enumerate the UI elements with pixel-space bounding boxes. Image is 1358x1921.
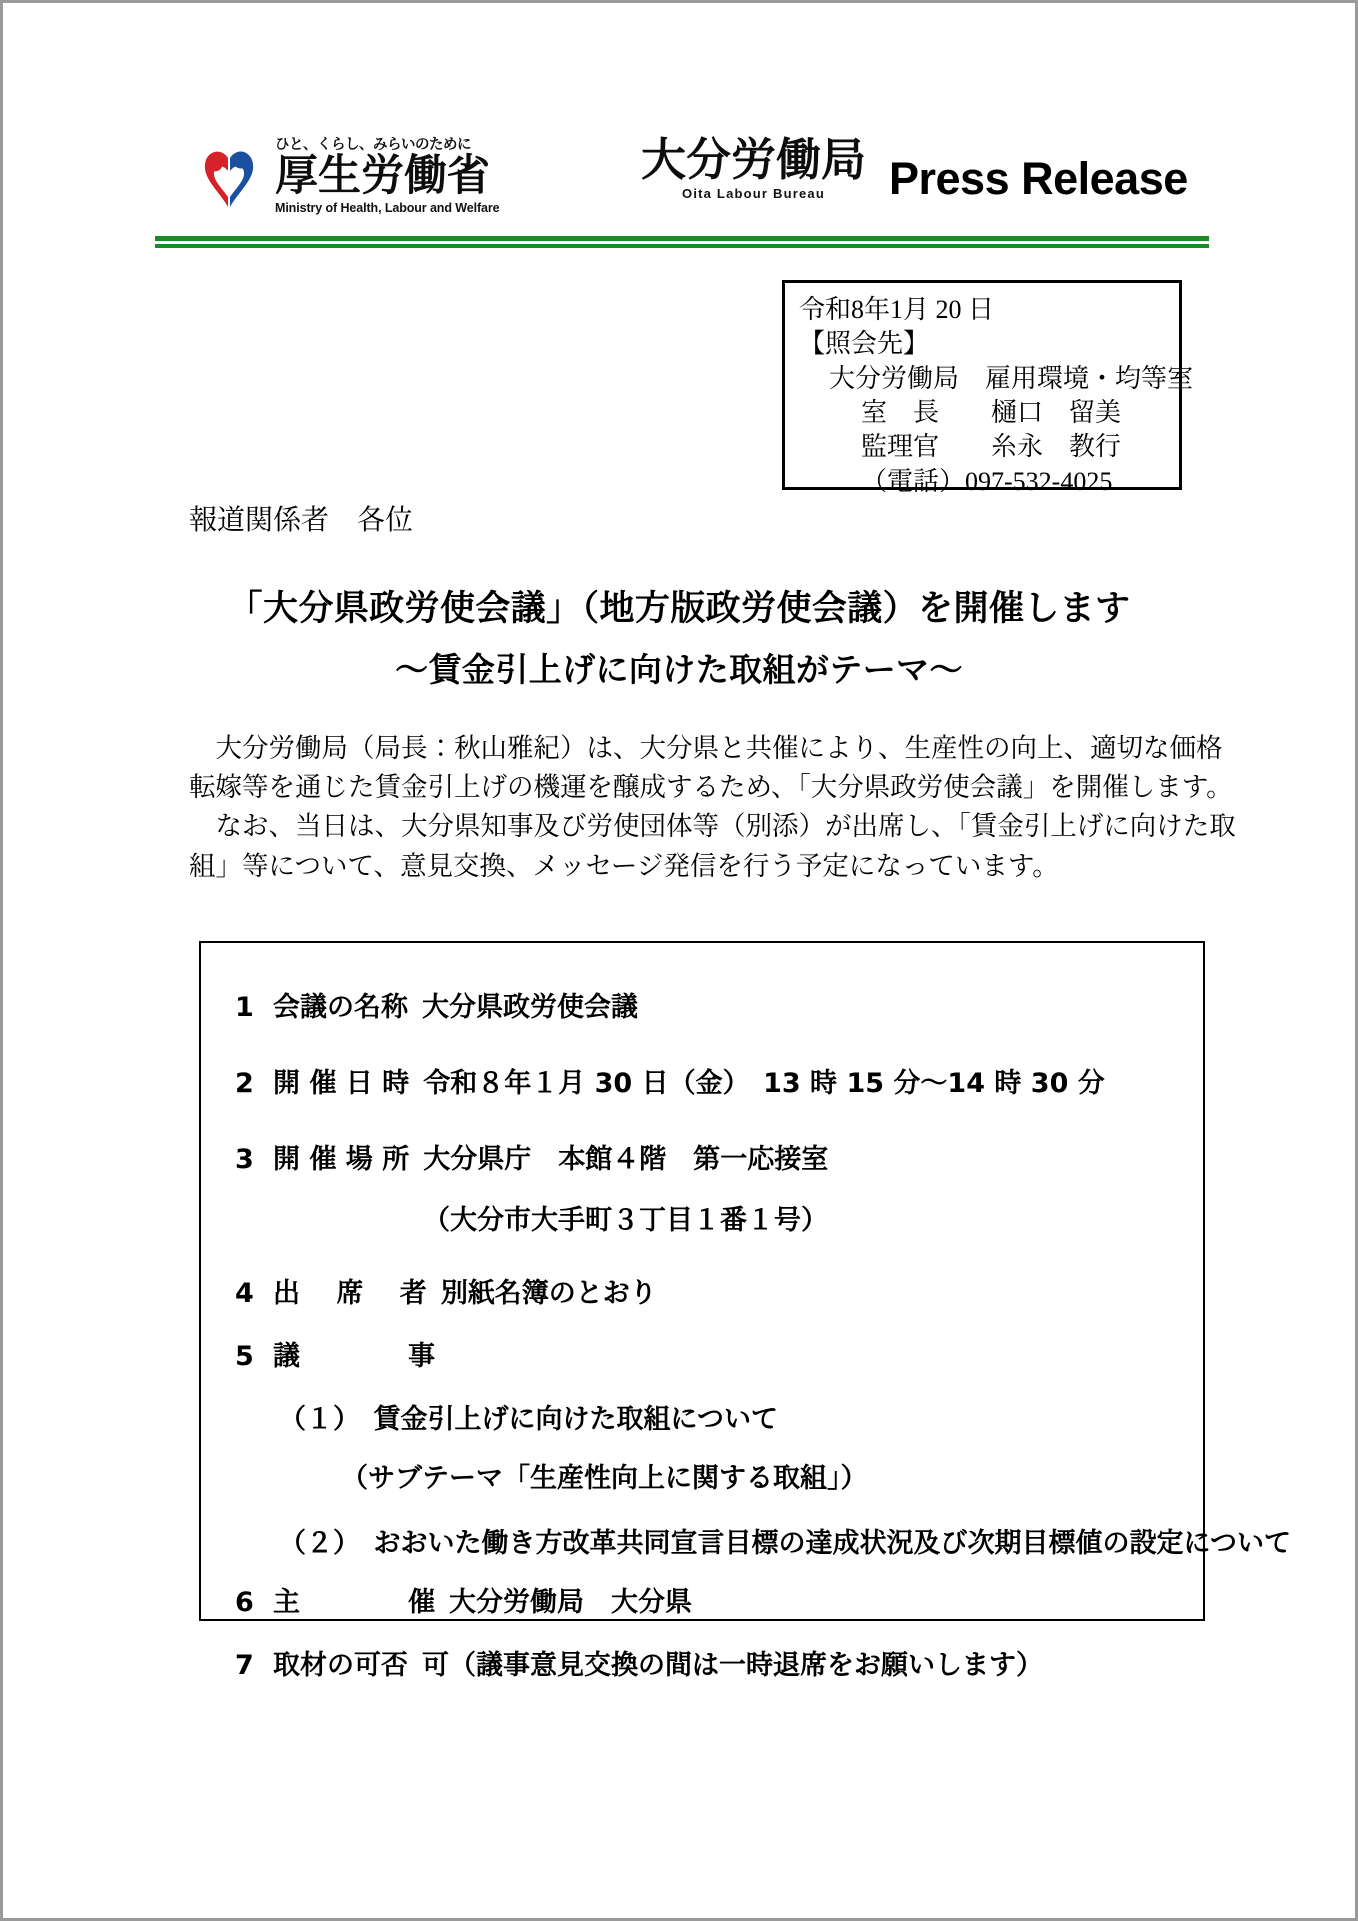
detail-label: 議 事 [273,1341,435,1372]
addressee-line: 報道関係者 各位 [189,503,414,536]
press-release-heading: Press Release [889,153,1188,204]
agenda-item: （２） おおいた働き方改革共同宣言目標の達成状況及び次期目標値の設定について [279,1528,1291,1559]
page-subtitle: ～賃金引上げに向けた取組がテーマ～ [395,650,963,689]
detail-row [201,1271,1203,1310]
detail-label: 出 席 者 [273,1278,427,1309]
agenda-subtheme: （サブテーマ「生産性向上に関する取組」） [341,1463,868,1494]
venue-address: （大分市大手町３丁目１番１号） [423,1205,828,1236]
detail-number: 4 [235,1278,254,1309]
detail-value: 可（議事意見交換の間は一時退席をお願いします） [422,1650,1043,1681]
detail-number: 5 [235,1341,254,1372]
detail-value: 令和８年１月 30 日（金） 13 時 15 分～14 時 30 分 [423,1068,1105,1099]
detail-row [201,1643,1203,1682]
body-paragraphs [189,729,1236,886]
detail-number: 6 [235,1587,254,1618]
green-divider-rule [155,236,1209,248]
detail-row [201,1061,1203,1100]
detail-row [201,1334,1203,1373]
bureau-block [641,133,867,201]
mhlw-text-block [275,133,499,215]
body-line: 組」等について、意見交換、メッセージ発信を行う予定になっています。 [189,850,1059,882]
mhlw-logo-icon [189,137,267,215]
detail-number: 7 [235,1650,254,1681]
ministry-name-jp: 厚生労働省 [275,151,490,201]
detail-number: 3 [235,1144,254,1175]
bureau-name-en: Oita Labour Bureau [682,185,825,201]
contact-heading: 【照会先】 [799,329,930,359]
detail-row [201,1580,1203,1619]
detail-number: 2 [235,1068,254,1099]
detail-value: 大分県庁 本館４階 第一応接室 [423,1144,829,1175]
contact-info-box [782,280,1194,496]
contact-chief: 室 長 樋口 留美 [861,397,1122,427]
body-line: 大分労働局（局長：秋山雅紀）は、大分県と共催により、生産性の向上、適切な価格 [189,733,1223,764]
contact-date: 令和8年1月 20 日 [799,295,995,324]
detail-label: 取材の可否 [273,1650,408,1681]
detail-row [201,985,1203,1024]
detail-value: 大分県政労使会議 [422,992,638,1023]
body-line: なお、当日は、大分県知事及び労使団体等（別添）が出席し、「賃金引上げに向けた取 [189,811,1236,843]
mhlw-logo-block [189,133,499,215]
detail-number: 1 [235,992,254,1023]
detail-label: 会議の名称 [273,992,408,1023]
agenda-item: （１） 賃金引上げに向けた取組について [279,1404,778,1435]
detail-label: 開 催 日 時 [273,1068,410,1099]
contact-office: 大分労働局 雇用環境・均等室 [829,363,1194,393]
ministry-name-en: Ministry of Health, Labour and Welfare [275,200,500,215]
detail-label: 主 催 [273,1587,435,1618]
body-line: 転嫁等を通じた賃金引上げの機運を醸成するため、「大分県政労使会議」を開催します。 [189,772,1233,804]
document-inner [3,3,1355,1918]
detail-value: 別紙名簿のとおり [440,1278,657,1309]
contact-phone: （電話）097-532-4025 [861,466,1113,496]
document-header [189,125,1219,235]
mhlw-tagline: ひと、くらし、みらいのために [275,137,471,153]
meeting-details-box [199,941,1291,1681]
detail-label: 開 催 場 所 [273,1144,410,1175]
contact-officer: 監理官 糸永 教行 [861,432,1122,462]
bureau-name-jp: 大分労働局 [641,133,867,186]
divider-bar-lower [155,244,1209,248]
page-title: 「大分県政労使会議」（地方版政労使会議）を開催します [227,589,1131,629]
detail-row [201,1137,1203,1176]
detail-value: 大分労働局 大分県 [449,1587,692,1618]
